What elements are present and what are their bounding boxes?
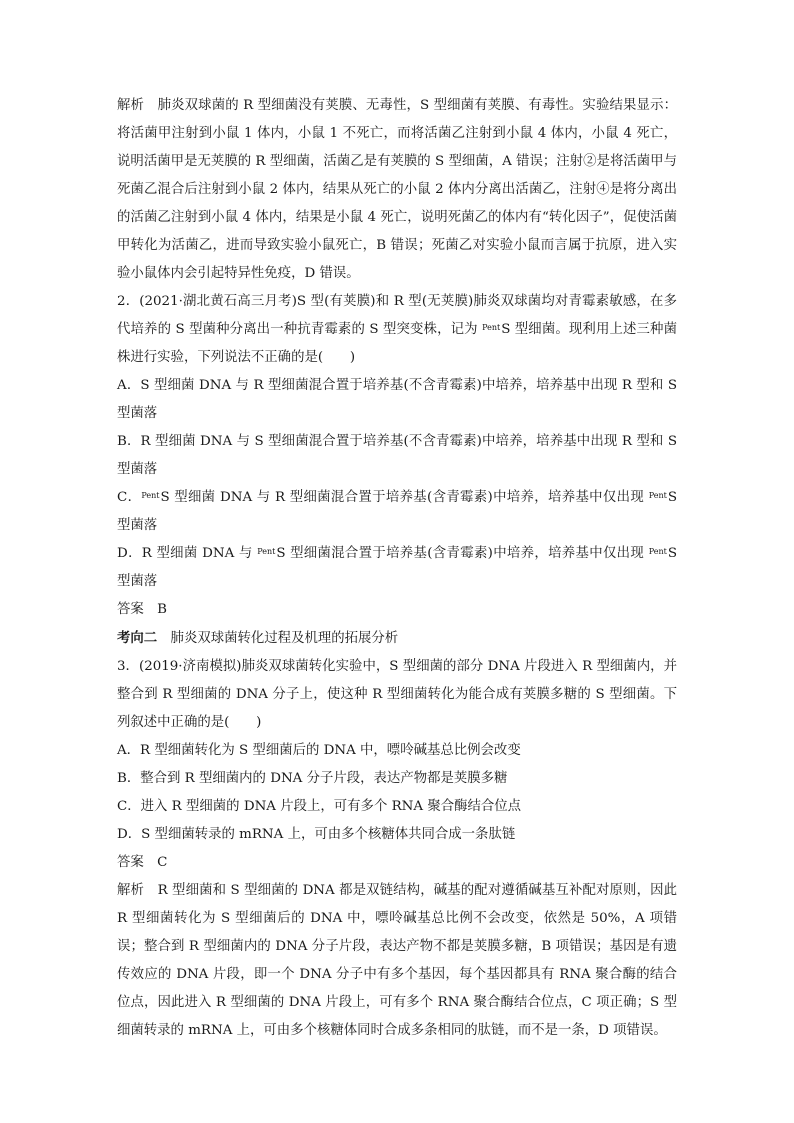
explanation-paragraph-3 bbox=[117, 877, 677, 1045]
question-3-option-d: D．S 型细菌转录的 mRNA 上，可由多个核糖体共同合成一条肽链 bbox=[117, 827, 516, 842]
superscript-pent: Pent bbox=[141, 491, 160, 500]
section-label: 考向二 bbox=[117, 630, 158, 646]
option-text: S 型菌落 bbox=[117, 546, 677, 589]
question-2-option-a: A．S 型细菌 DNA 与 R 型细菌混合置于培养基(不含青霉素)中培养，培养基中出现 R 型和 S 型菌落 bbox=[117, 378, 677, 421]
question-2-answer: 答案 B bbox=[117, 602, 168, 617]
section-heading bbox=[117, 624, 677, 653]
question-2-stem-part: S 型细菌。现利用上述三种菌株进行实验，下列说法不正确的是( ) bbox=[117, 322, 677, 365]
option-text: C． bbox=[117, 490, 142, 505]
question-3-answer: 答案 C bbox=[117, 855, 168, 870]
section-title: 肺炎双球菌转化过程及机理的拓展分析 bbox=[157, 631, 399, 646]
question-3-option-a: A．R 型细菌转化为 S 型细菌后的 DNA 中，嘌呤碱基总比例会改变 bbox=[117, 743, 521, 758]
explanation-text: 肺炎双球菌的 R 型细菌没有荚膜、无毒性，S 型细菌有荚膜、有毒性。实验结果显示：将活菌甲注射到小鼠 1 体内，小鼠 1 不死亡，而将活菌乙注射到小鼠 4 体内，小鼠 4 死亡，说明活菌甲是无荚膜的 R 型细菌，活菌乙是有荚膜的 S 型细菌，A 错误；注射②是将活菌甲与死菌乙混合后注射到小鼠 2 体内，结果从死亡的小鼠 2 体内分离出活菌乙，注射④是将分离出的活菌乙注射到小鼠 4 体内，结果是小鼠 4 死亡，说明死菌乙的体内有“转化因子”，促使活菌甲转化为活菌乙，进而导致实验小鼠死亡，B 错误；死菌乙对实验小鼠而言属于抗原，进入实验小鼠体内会引起特异性免疫，D 错误。 bbox=[117, 98, 677, 281]
question-2-option-c bbox=[117, 484, 677, 540]
superscript-pent: Pent bbox=[482, 323, 501, 332]
page-content bbox=[117, 92, 677, 1045]
explanation-label: 解析 bbox=[117, 883, 145, 898]
explanation-label: 解析 bbox=[117, 98, 145, 113]
option-text: S 型细菌混合置于培养基(含青霉素)中培养，培养基中仅出现 bbox=[276, 546, 649, 561]
question-3-option-b: B．整合到 R 型细菌内的 DNA 分子片段，表达产物都是荚膜多糖 bbox=[117, 771, 508, 786]
explanation-paragraph-1 bbox=[117, 92, 677, 288]
question-2-option-d bbox=[117, 540, 677, 596]
superscript-pent: Pent bbox=[257, 547, 276, 556]
superscript-pent: Pent bbox=[648, 547, 667, 556]
option-text: S 型菌落 bbox=[117, 490, 677, 533]
question-2-option-b: B．R 型细菌 DNA 与 S 型细菌混合置于培养基(不含青霉素)中培养，培养基中出现 R 型和 S 型菌落 bbox=[117, 434, 677, 477]
question-3-stem: 3．(2019·济南模拟)肺炎双球菌转化实验中，S 型细菌的部分 DNA 片段进入 R 型细菌内，并整合到 R 型细菌的 DNA 分子上，使这种 R 型细菌转化为能合成有荚膜多糖的 S 型细菌。下列叙述中正确的是( ) bbox=[117, 659, 677, 730]
option-text: S 型细菌 DNA 与 R 型细菌混合置于培养基(含青霉素)中培养，培养基中仅出现 bbox=[160, 490, 649, 505]
question-3-option-c: C．进入 R 型细菌的 DNA 片段上，可有多个 RNA 聚合酶结合位点 bbox=[117, 799, 522, 814]
question-2-stem bbox=[117, 288, 677, 372]
option-text: D．R 型细菌 DNA 与 bbox=[117, 546, 258, 561]
question-2-stem-part: 2．(2021·湖北黄石高三月考)S 型(有荚膜)和 R 型(无荚膜)肺炎双球菌均对青霉素敏感，在多代培养的 S 型菌种分离出一种抗青霉素的 S 型突变株，记为 bbox=[117, 294, 677, 337]
explanation-text: R 型细菌和 S 型细菌的 DNA 都是双链结构，碱基的配对遵循碱基互补配对原则，因此 R 型细菌转化为 S 型细菌后的 DNA 中，嘌呤碱基总比例不会改变，依然是 50%，A 项错误；整合到 R 型细菌内的 DNA 分子片段，表达产物不都是荚膜多糖，B 项错误；基因是有遗传效应的 DNA 片段，即一个 DNA 分子中有多个基因，每个基因都具有 RNA 聚合酶的结合位点，因此进入 R 型细菌的 DNA 片段上，可有多个 RNA 聚合酶结合位点，C 项正确；S 型细菌转录的 mRNA 上，可由多个核糖体同时合成多条相同的肽链，而不是一条，D 项错误。 bbox=[117, 883, 677, 1038]
superscript-pent: Pent bbox=[648, 491, 667, 500]
